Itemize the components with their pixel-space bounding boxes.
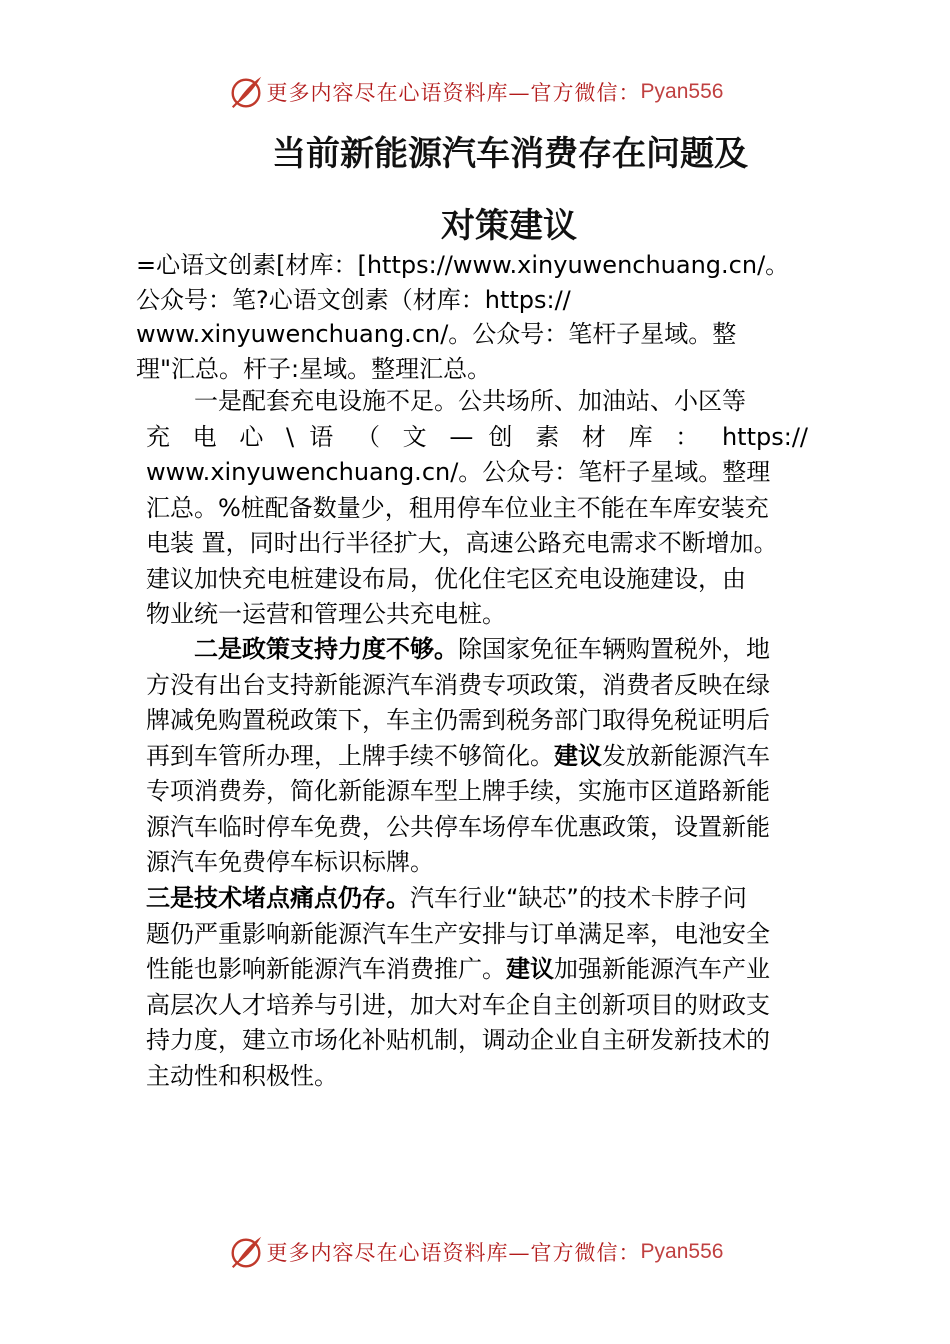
paragraph-line: 充 电 心 \ 语 （ 文 — 创 素 材 库 ： https:// <box>146 422 808 451</box>
intro-line: www.xinyuwenchuang.cn/。公众号：笔杆子星域。整 <box>136 320 737 348</box>
paragraph-heading: 二是政策支持力度不够。 <box>194 635 458 663</box>
banner-wechat-id: Pyan556 <box>640 80 724 103</box>
paragraph-text: 发放新能源汽车 <box>602 741 770 770</box>
paragraph-line: 汇总。%桩配备数量少，租用停车位业主不能在车库安装充 <box>146 493 769 522</box>
suggestion-label: 建议 <box>554 741 602 770</box>
paragraph-line: 高层次人才培养与引进，加大对车企自主创新项目的财政支 <box>146 990 770 1019</box>
paragraph-line: 电装 置，同时出行半径扩大，高速公路充电需求不断增加。 <box>146 529 778 557</box>
paragraph-heading: 三是技术堵点痛点仍存。 <box>146 884 410 912</box>
paragraph-line <box>146 952 808 988</box>
quill-pen-logo-icon <box>227 73 265 111</box>
paragraph-line: 主动性和积极性。 <box>146 1061 338 1090</box>
paragraph-line: 源汽车临时停车免费，公共停车场停车优惠政策，设置新能 <box>146 812 770 841</box>
paragraph-line: 专项消费券，简化新能源车型上牌手续，实施市区道路新能 <box>146 777 770 805</box>
document-title-line1: 当前新能源汽车消费存在问题及 <box>272 134 748 174</box>
paragraph-line <box>146 881 808 917</box>
document-title-line2: 对策建议 <box>441 206 577 246</box>
banner-wechat-id: Pyan556 <box>640 1240 724 1263</box>
paragraph-text: 加强新能源汽车产业 <box>554 955 770 983</box>
paragraph-line: 一是配套充电设施不足。公共场所、加油站、小区等 <box>194 387 746 415</box>
intro-line: 公众号：笔?心语文创素（材库：https:// <box>136 285 571 314</box>
paragraph-policy-support <box>146 632 808 881</box>
paragraph-line: 题仍严重影响新能源汽车生产安排与订单满足率，电池安全 <box>146 919 770 948</box>
paragraph-text: 性能也影响新能源汽车消费推广。 <box>146 955 506 983</box>
intro-line: 理"汇总。杆子:星域。整理汇总。 <box>136 354 492 383</box>
header-banner <box>0 72 950 112</box>
paragraph-line: 方没有出台支持新能源汽车消费专项政策，消费者反映在绿 <box>146 670 770 699</box>
paragraph-text: 再到车管所办理，上牌手续不够简化。 <box>146 741 554 770</box>
banner-text: 更多内容尽在心语资料库—官方微信： <box>266 81 641 105</box>
paragraph-line: 持力度，建立市场化补贴机制，调动企业自主研发新技术的 <box>146 1026 770 1054</box>
intro-line: =心语文创素[材库：[https://www.xinyuwenchuang.cn/。 <box>136 251 790 279</box>
paragraph-line <box>146 632 808 668</box>
paragraph-technology-bottlenecks <box>146 881 808 1094</box>
footer-banner <box>0 1232 950 1272</box>
paragraph-line: 源汽车免费停车标识标牌。 <box>146 848 434 876</box>
paragraph-line: 物业统一运营和管理公共充电桩。 <box>146 600 506 628</box>
paragraph-text: 除国家免征车辆购置税外，地 <box>458 635 770 663</box>
intro-block <box>136 248 816 386</box>
quill-pen-logo-icon <box>227 1233 265 1271</box>
paragraph-charging-facilities <box>146 384 808 633</box>
paragraph-line: 建议加快充电桩建设布局，优化住宅区充电设施建设，由 <box>146 564 746 593</box>
paragraph-line <box>146 739 808 775</box>
paragraph-line: 牌减免购置税政策下，车主仍需到税务部门取得免税证明后 <box>146 706 770 734</box>
banner-text: 更多内容尽在心语资料库—官方微信： <box>266 1241 641 1265</box>
paragraph-line: www.xinyuwenchuang.cn/。公众号：笔杆子星域。整理 <box>146 458 771 486</box>
suggestion-label: 建议 <box>506 955 554 983</box>
paragraph-text: 汽车行业“缺芯”的技术卡脖子问 <box>410 884 747 912</box>
